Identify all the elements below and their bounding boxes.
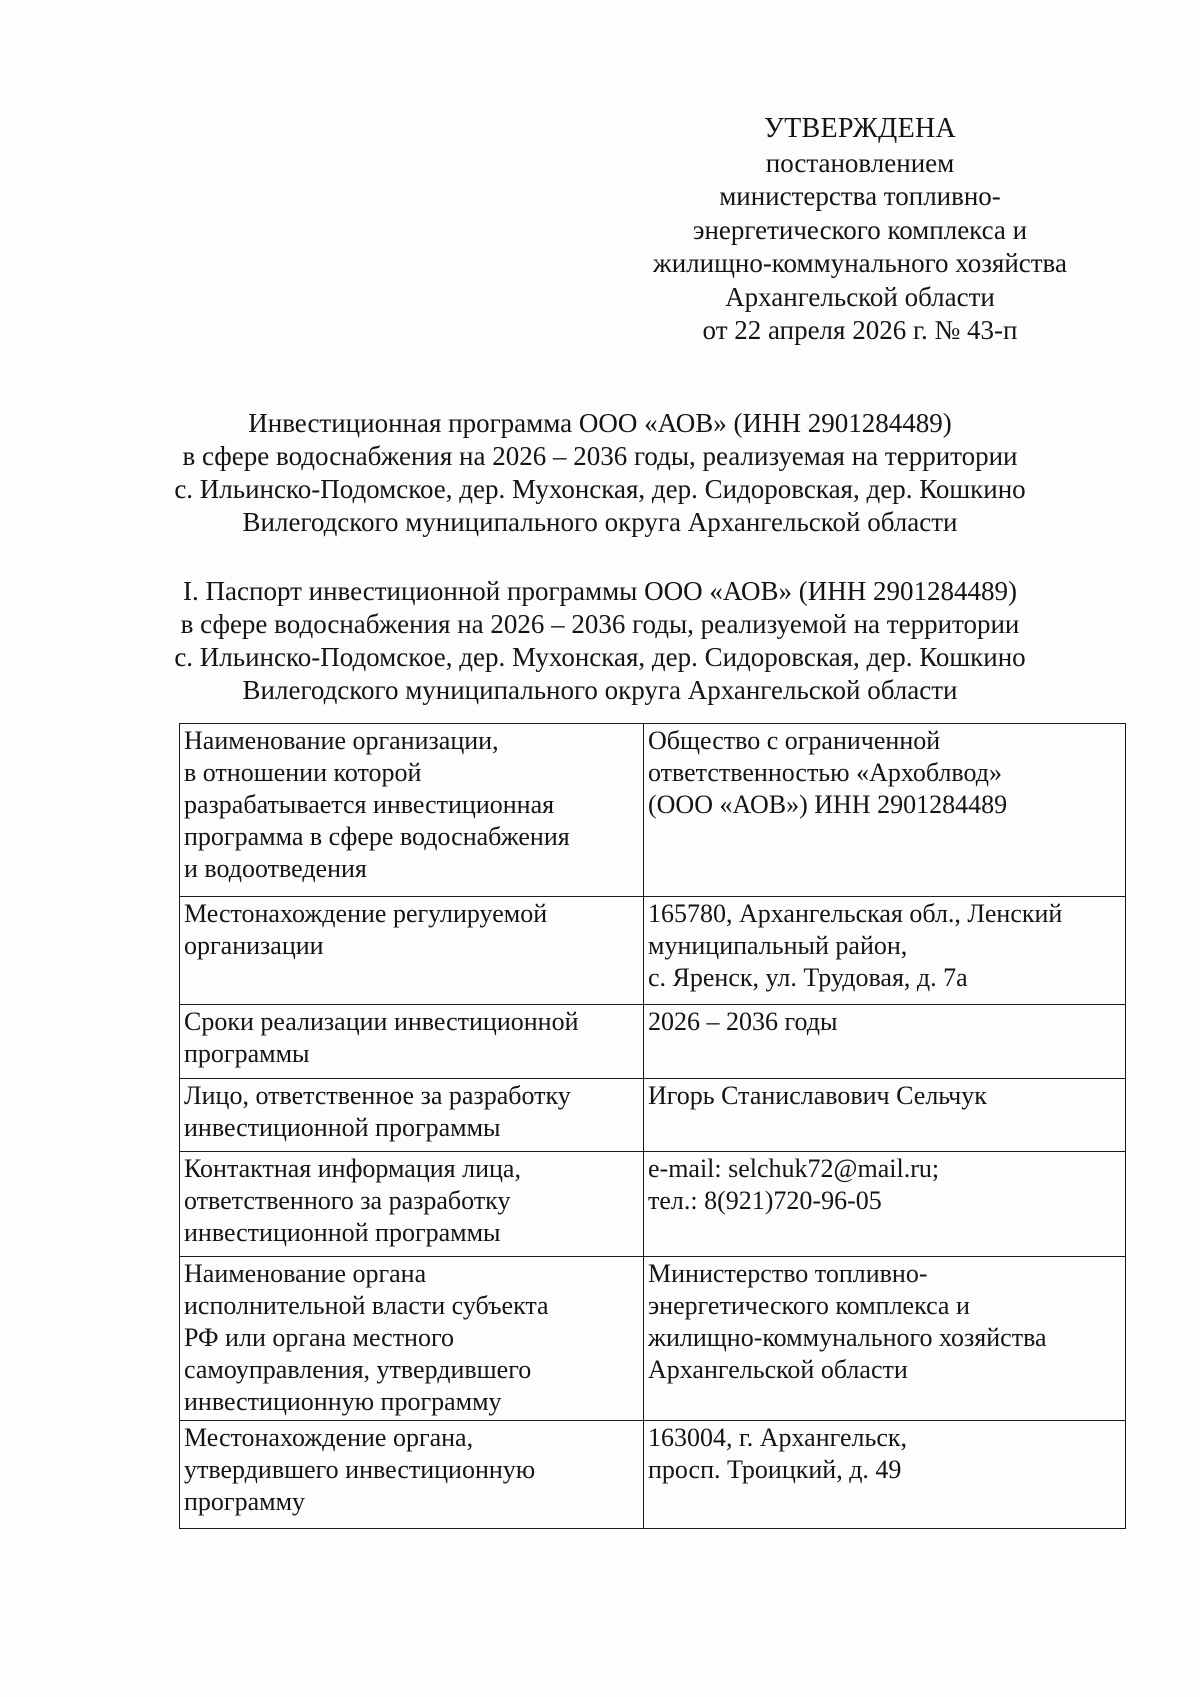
approval-date-line: от 22 апреля 2026 г. № 43-п bbox=[702, 315, 1018, 345]
row-value-authority-address: 163004, г. Архангельск, просп. Троицкий, д. 49 bbox=[644, 1421, 1126, 1529]
row-label-organization-address: Местонахождение регулируемой организации bbox=[180, 897, 644, 1005]
table-row bbox=[180, 1079, 1126, 1152]
row-value-approving-authority: Министерство топливно- энергетического комплекса и жилищно-коммунального хозяйства Архангельской области bbox=[644, 1257, 1126, 1421]
table-row bbox=[180, 724, 1126, 897]
approval-line: министерства топливно- bbox=[719, 181, 1001, 211]
row-value-contact-info: e-mail: selchuk72@mail.ru; тел.: 8(921)720-96-05 bbox=[644, 1152, 1126, 1257]
passport-table bbox=[179, 723, 1126, 1529]
approval-line: жилищно-коммунального хозяйства bbox=[653, 248, 1067, 278]
row-label-responsible-person: Лицо, ответственное за разработку инвестиционной программы bbox=[180, 1079, 644, 1152]
row-value-organization-name: Общество с ограниченной ответственностью «Архоблвод» (ООО «АОВ») ИНН 2901284489 bbox=[644, 724, 1126, 897]
approval-line: постановлением bbox=[765, 147, 955, 178]
row-label-organization-name: Наименование организации, в отношении которой разрабатывается инвестиционная программа в сфере водоснабжения и водоотведения bbox=[180, 724, 644, 897]
row-value-organization-address: 165780, Архангельская обл., Ленский муниципальный район, с. Яренск, ул. Трудовая, д. 7а bbox=[644, 897, 1126, 1005]
row-label-contact-info: Контактная информация лица, ответственного за разработку инвестиционной программы bbox=[180, 1152, 644, 1257]
row-label-authority-address: Местонахождение органа, утвердившего инвестиционную программу bbox=[180, 1421, 644, 1529]
table-row bbox=[180, 897, 1126, 1005]
program-title-line: Инвестиционная программа ООО «АОВ» (ИНН 2901284489) bbox=[248, 408, 952, 438]
program-title-line: Вилегодского муниципального округа Архангельской области bbox=[242, 507, 958, 537]
row-label-program-period: Сроки реализации инвестиционной программы bbox=[180, 1005, 644, 1079]
approval-stamp-block bbox=[600, 112, 1120, 348]
table-row bbox=[180, 1152, 1126, 1257]
row-value-program-period: 2026 – 2036 годы bbox=[644, 1005, 1126, 1079]
passport-title-line: с. Ильинско-Подомское, дер. Мухонская, дер. Сидоровская, дер. Кошкино bbox=[174, 642, 1026, 672]
passport-title bbox=[150, 575, 1050, 707]
passport-title-line: I. Паспорт инвестиционной программы ООО «АОВ» (ИНН 2901284489) bbox=[183, 576, 1017, 606]
program-title-line: в сфере водоснабжения на 2026 – 2036 годы, реализуемая на территории bbox=[182, 441, 1018, 471]
approval-heading: УТВЕРЖДЕНА bbox=[763, 113, 957, 144]
passport-title-line: в сфере водоснабжения на 2026 – 2036 годы, реализуемой на территории bbox=[180, 609, 1020, 639]
program-title-line: с. Ильинско-Подомское, дер. Мухонская, дер. Сидоровская, дер. Кошкино bbox=[174, 474, 1026, 504]
passport-title-line: Вилегодского муниципального округа Архангельской области bbox=[242, 675, 958, 705]
approval-line: Архангельской области bbox=[725, 281, 995, 312]
row-label-approving-authority: Наименование органа исполнительной власти субъекта РФ или органа местного самоуправления, утвердившего инвестиционную программу bbox=[180, 1257, 644, 1421]
table-row bbox=[180, 1005, 1126, 1079]
approval-line: энергетического комплекса и bbox=[692, 214, 1028, 245]
row-value-responsible-person: Игорь Станиславович Сельчук bbox=[644, 1079, 1126, 1152]
program-title bbox=[150, 407, 1050, 539]
table-row bbox=[180, 1257, 1126, 1421]
table-row bbox=[180, 1421, 1126, 1529]
